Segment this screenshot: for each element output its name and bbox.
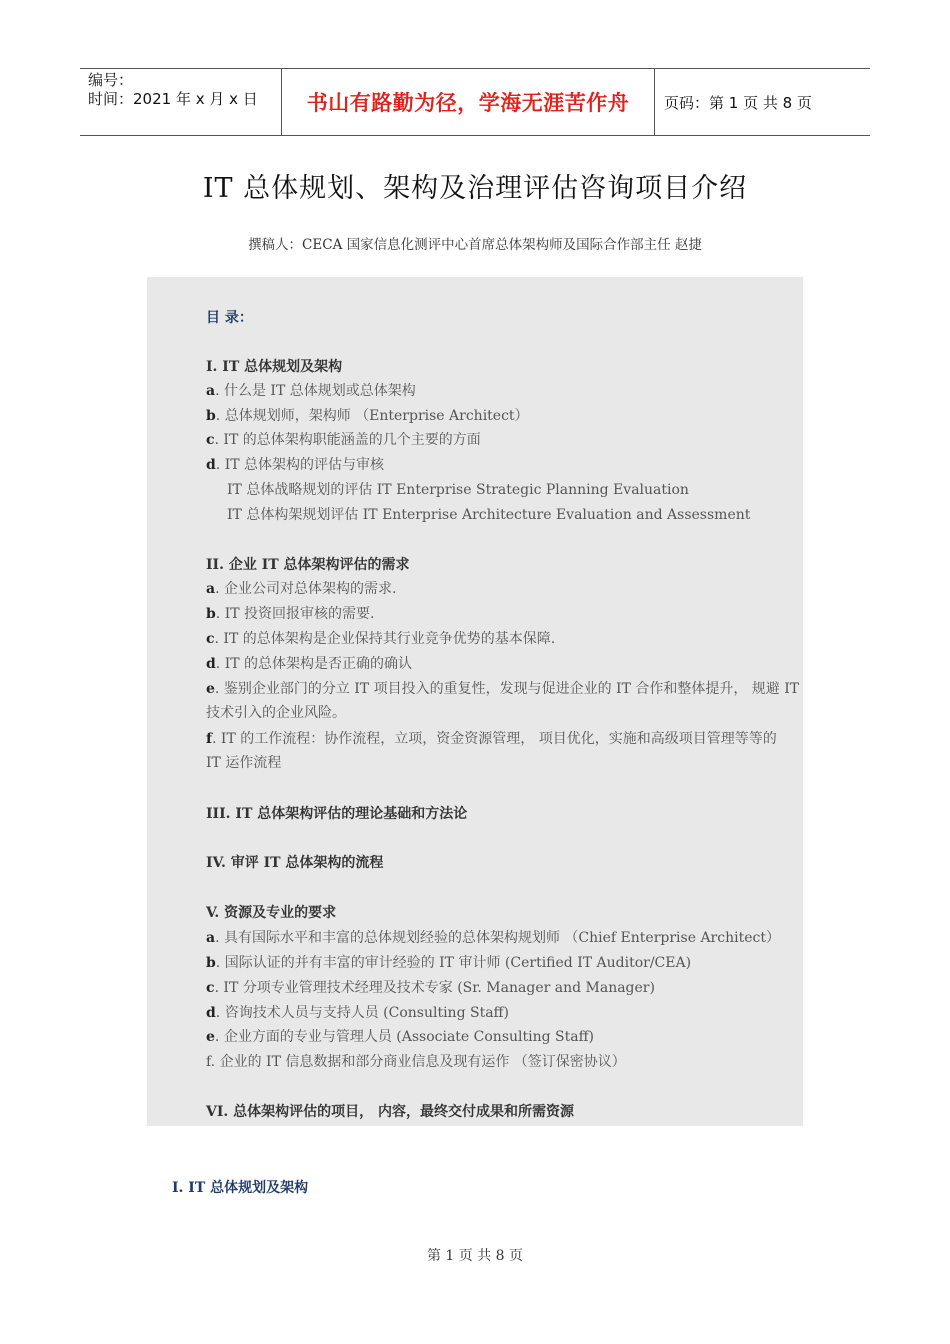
toc-heading: 目 录： xyxy=(206,310,253,326)
toc-item-text: . IT 总体架构的评估与审核 xyxy=(215,457,385,473)
toc-section: V. 资源及专业的要求 xyxy=(206,905,337,921)
toc-item xyxy=(206,978,655,998)
toc-item-letter: f xyxy=(206,731,213,747)
toc-item-letter: a xyxy=(206,383,216,399)
toc-item: 技术引入的企业风险。 xyxy=(206,705,346,721)
toc-item-letter: d xyxy=(206,656,216,672)
toc-item-text: . IT 投资回报审核的需要. xyxy=(215,606,375,622)
toc-item-text: . 咨询技术人员与支持人员 (Consulting Staff) xyxy=(215,1005,509,1021)
toc-item: IT 总体构架规划评估 IT Enterprise Architecture Evaluation and Assessment xyxy=(227,507,751,523)
motto: 书山有路勤为径，学海无涯苦作舟 xyxy=(306,91,630,115)
toc-item-letter: a xyxy=(206,581,216,597)
toc-item xyxy=(206,455,384,475)
toc-item: IT 总体战略规划的评估 IT Enterprise Strategic Planning Evaluation xyxy=(227,482,689,498)
table-of-contents xyxy=(147,277,803,1126)
toc-item: f. 企业的 IT 信息数据和部分商业信息及现有运作 （签订保密协议） xyxy=(206,1054,626,1070)
toc-item-text: . 企业公司对总体架构的需求. xyxy=(215,581,397,597)
toc-item xyxy=(206,928,780,948)
toc-item-text: . 鉴别企业部门的分立 IT 项目投入的重复性，发现与促进企业的 IT 合作和整体提升， 规避 IT xyxy=(214,681,800,697)
toc-section: III. IT 总体架构评估的理论基础和方法论 xyxy=(206,806,468,822)
toc-item-text: . IT 分项专业管理技术经理及技术专家 (Sr. Manager and Manager) xyxy=(214,980,655,996)
toc-item xyxy=(206,679,799,699)
toc-section: I. IT 总体规划及架构 xyxy=(206,359,343,375)
toc-item xyxy=(206,406,529,426)
toc-item-letter: b xyxy=(206,955,216,971)
toc-section: IV. 审评 IT 总体架构的流程 xyxy=(206,855,384,871)
toc-item xyxy=(206,729,777,749)
time-label: 时间：2021 年 x 月 x 日 xyxy=(88,90,258,108)
toc-item xyxy=(206,579,396,599)
toc-item-text: . 什么是 IT 总体规划或总体架构 xyxy=(215,383,416,399)
toc-item-letter: e xyxy=(206,681,215,697)
toc-item xyxy=(206,654,412,674)
page-footer: 第 1 页 共 8 页 xyxy=(426,1248,524,1264)
toc-item xyxy=(206,1027,594,1047)
document-title: IT 总体规划、架构及治理评估咨询项目介绍 xyxy=(202,173,748,204)
toc-section: VI. 总体架构评估的项目， 内容，最终交付成果和所需资源 xyxy=(206,1104,575,1120)
section-heading: I. IT 总体规划及架构 xyxy=(172,1180,309,1196)
toc-item-letter: a xyxy=(206,930,216,946)
page-label: 页码：第 1 页 共 8 页 xyxy=(664,93,812,112)
toc-item xyxy=(206,1003,509,1023)
toc-item-letter: c xyxy=(206,631,215,647)
toc-item-letter: b xyxy=(206,606,216,622)
toc-item-letter: e xyxy=(206,1029,215,1045)
toc-item xyxy=(206,430,481,450)
toc-item-text: . 具有国际水平和丰富的总体规划经验的总体架构规划师 （Chief Enterprise Architect） xyxy=(215,930,780,946)
toc-item-text: . 国际认证的并有丰富的审计经验的 IT 审计师 (Certified IT Auditor/CEA) xyxy=(215,955,692,971)
header-table xyxy=(80,68,870,136)
toc-item-letter: b xyxy=(206,408,216,424)
author-line: 撰稿人：CECA 国家信息化测评中心首席总体架构师及国际合作部主任 赵捷 xyxy=(248,237,702,253)
toc-item-letter: d xyxy=(206,1005,216,1021)
header-meta xyxy=(80,69,281,135)
toc-item xyxy=(206,953,691,973)
number-label: 编号： xyxy=(88,71,134,89)
toc-item xyxy=(206,604,374,624)
toc-section: II. 企业 IT 总体架构评估的需求 xyxy=(206,557,410,573)
toc-item-letter: c xyxy=(206,980,215,996)
toc-item-text: . 企业方面的专业与管理人员 (Associate Consulting Staff) xyxy=(214,1029,595,1045)
toc-item-text: . IT 的工作流程：协作流程，立项，资金资源管理， 项目优化，实施和高级项目管理等等的 xyxy=(212,731,777,747)
toc-item-text: . 总体规划师，架构师 （Enterprise Architect） xyxy=(215,408,529,424)
toc-item-text: . IT 的总体架构职能涵盖的几个主要的方面 xyxy=(214,432,481,448)
toc-item xyxy=(206,381,416,401)
toc-item-text: . IT 的总体架构是否正确的确认 xyxy=(215,656,413,672)
toc-item: IT 运作流程 xyxy=(206,755,282,771)
header-page-cell xyxy=(655,69,870,135)
toc-item-text: . IT 的总体架构是企业保持其行业竞争优势的基本保障. xyxy=(214,631,556,647)
toc-item xyxy=(206,629,555,649)
toc-item-letter: c xyxy=(206,432,215,448)
header-motto-cell xyxy=(281,69,655,135)
toc-item-letter: d xyxy=(206,457,216,473)
